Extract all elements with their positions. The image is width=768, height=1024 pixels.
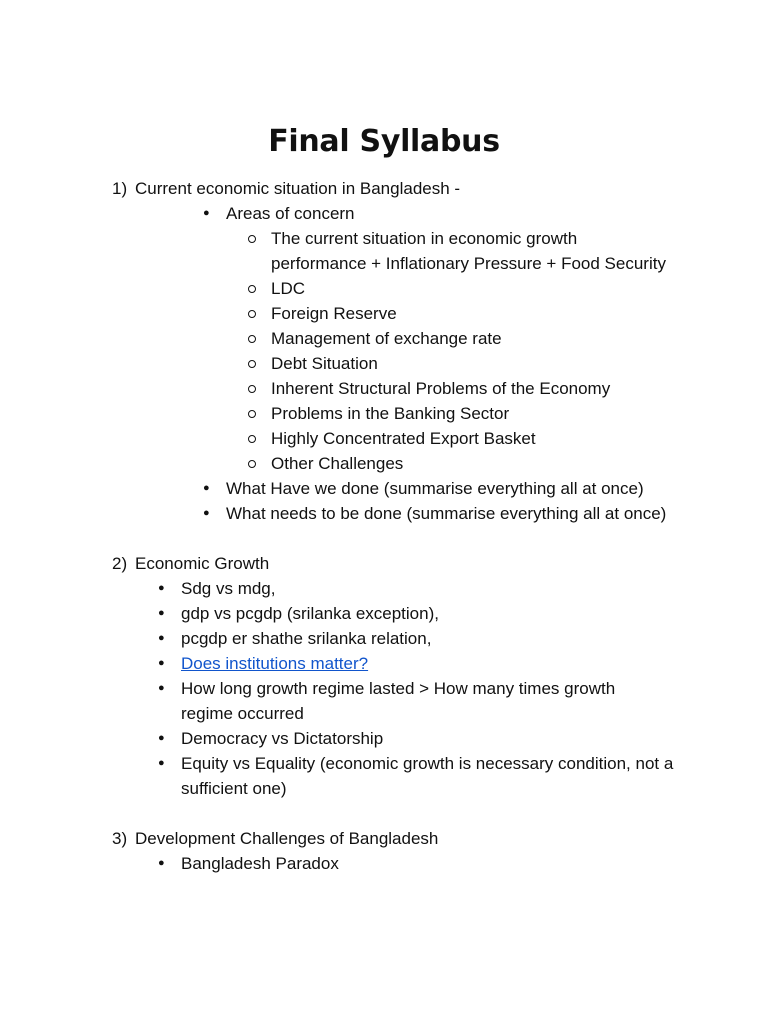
bullet-icon: ●	[158, 657, 165, 669]
list-item: How long growth regime lasted > How many times growth	[181, 679, 616, 698]
bullet-icon: ●	[158, 582, 165, 594]
sub-list-item: Problems in the Banking Sector	[271, 404, 510, 423]
sub-list-item: Management of exchange rate	[271, 329, 502, 348]
list-item: Equity vs Equality (economic growth is necessary condition, not a	[181, 754, 674, 773]
page-title: Final Syllabus	[268, 124, 500, 159]
list-item: What Have we done (summarise everything all at once)	[226, 479, 644, 498]
list-item: gdp vs pcgdp (srilanka exception),	[181, 604, 439, 623]
list-item-continuation: regime occurred	[181, 704, 304, 723]
institutions-link[interactable]: Does institutions matter?	[181, 654, 369, 673]
sub-list-item-continuation: performance + Inflationary Pressure + Food Security	[271, 254, 666, 273]
bullet-icon: ●	[158, 857, 165, 869]
hollow-bullet-icon	[248, 310, 256, 318]
list-item: pcgdp er shathe srilanka relation,	[181, 629, 432, 648]
hollow-bullet-icon	[248, 410, 256, 418]
sub-list-item: LDC	[271, 279, 306, 298]
bullet-icon: ●	[158, 632, 165, 644]
bullet-icon: ●	[203, 507, 210, 519]
section-heading: Economic Growth	[135, 554, 270, 573]
hollow-bullet-icon	[248, 385, 256, 393]
sub-list-item: Inherent Structural Problems of the Economy	[271, 379, 611, 398]
hollow-bullet-icon	[248, 285, 256, 293]
list-item: Democracy vs Dictatorship	[181, 729, 384, 748]
hollow-bullet-icon	[248, 435, 256, 443]
list-item-continuation: sufficient one)	[181, 779, 287, 798]
sub-list-item: The current situation in economic growth	[271, 229, 578, 248]
section-number: 3)	[112, 829, 128, 848]
bullet-icon: ●	[203, 207, 210, 219]
list-item: What needs to be done (summarise everything all at once)	[226, 504, 667, 523]
section-number: 1)	[112, 179, 128, 198]
hollow-bullet-icon	[248, 360, 256, 368]
section-heading: Current economic situation in Bangladesh -	[135, 179, 461, 198]
section-number: 2)	[112, 554, 128, 573]
bullet-icon: ●	[203, 482, 210, 494]
bullet-icon: ●	[158, 732, 165, 744]
hollow-bullet-icon	[248, 235, 256, 243]
sub-list-item: Highly Concentrated Export Basket	[271, 429, 536, 448]
section-heading: Development Challenges of Bangladesh	[135, 829, 439, 848]
list-item: Areas of concern	[226, 204, 355, 223]
hollow-bullet-icon	[248, 460, 256, 468]
bullet-icon: ●	[158, 607, 165, 619]
list-item: Bangladesh Paradox	[181, 854, 339, 873]
hollow-bullet-icon	[248, 335, 256, 343]
bullet-icon: ●	[158, 757, 165, 769]
sub-list-item: Other Challenges	[271, 454, 404, 473]
list-item: Sdg vs mdg,	[181, 579, 276, 598]
sub-list-item: Debt Situation	[271, 354, 378, 373]
sub-list-item: Foreign Reserve	[271, 304, 397, 323]
bullet-icon: ●	[158, 682, 165, 694]
